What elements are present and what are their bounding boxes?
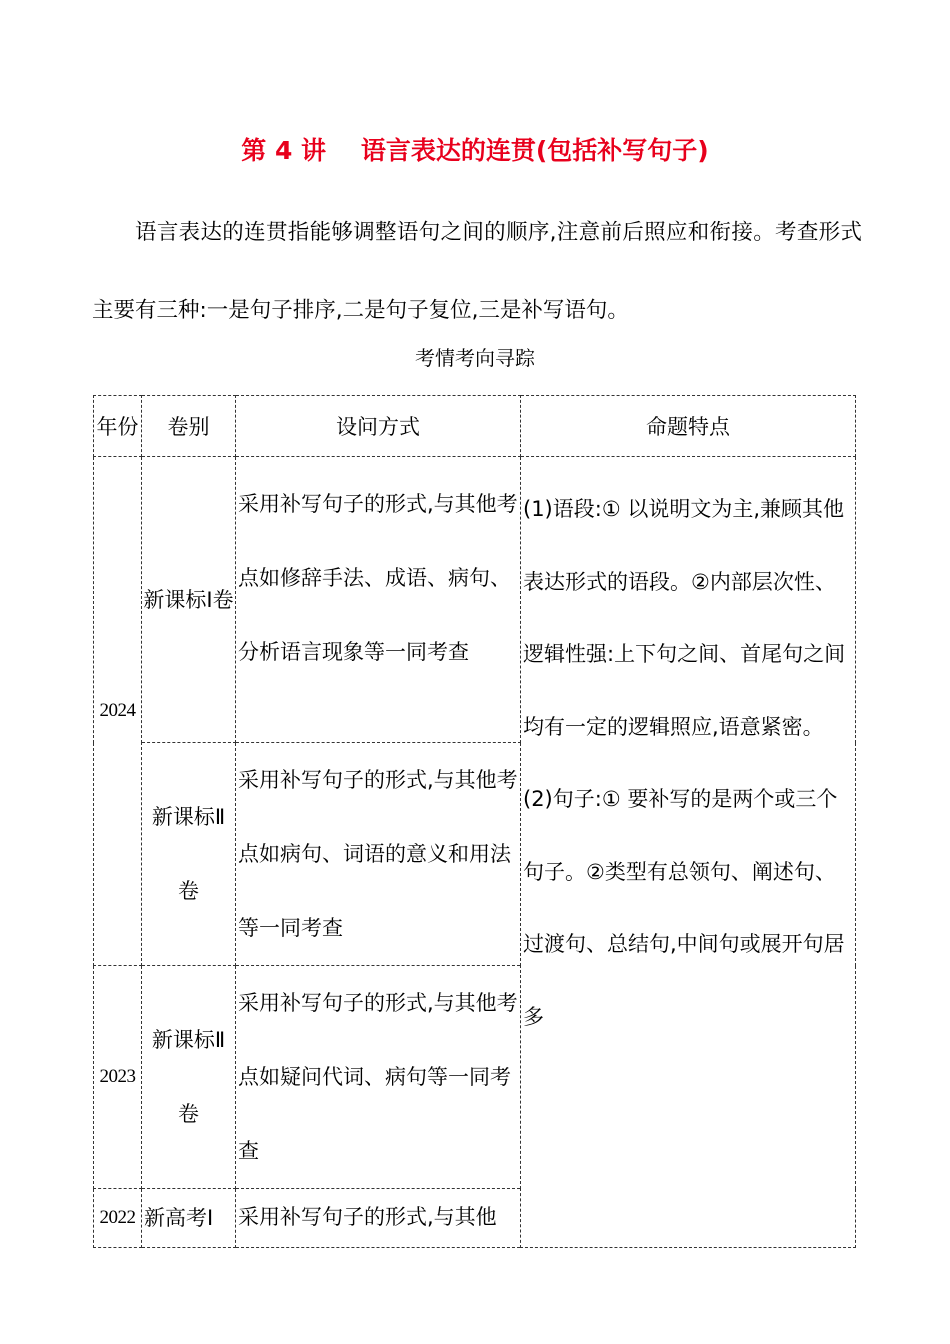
lesson-title: 第 4 讲 语言表达的连贯(包括补写句子) <box>241 136 709 165</box>
paper-cell: 新课标Ⅱ卷 <box>142 743 236 966</box>
exam-trend-table <box>93 395 856 1248</box>
year-cell: 2022 <box>94 1189 142 1248</box>
paper-cell: 新课标Ⅰ卷 <box>142 457 236 743</box>
header-paper: 卷别 <box>142 396 236 457</box>
year-cell: 2023 <box>94 966 142 1189</box>
features-part-1: (1)语段:① 以说明文为主,兼顾其他表达形式的语段。②内部层次性、逻辑性强:上下句之间、首尾句之间均有一定的逻辑照应,语意紧密。 <box>523 497 846 739</box>
paper-cell: 新高考Ⅰ <box>142 1189 236 1248</box>
header-year: 年份 <box>94 396 142 457</box>
table-caption: 考情考向寻踪 <box>415 346 535 370</box>
method-cell: 采用补写句子的形式,与其他 <box>236 1189 521 1248</box>
table-header-row <box>94 396 856 457</box>
method-cell: 采用补写句子的形式,与其他考点如修辞手法、成语、病句、分析语言现象等一同考查 <box>236 457 521 743</box>
features-cell <box>521 457 856 1248</box>
year-cell: 2024 <box>94 457 142 966</box>
features-part-2: (2)句子:① 要补写的是两个或三个句子。②类型有总领句、阐述句、过渡句、总结句,中间句或展开句居多 <box>523 787 845 1029</box>
header-method: 设问方式 <box>236 396 521 457</box>
table-row <box>94 457 856 743</box>
method-cell: 采用补写句子的形式,与其他考点如病句、词语的意义和用法等一同考查 <box>236 743 521 966</box>
paper-cell: 新课标Ⅱ卷 <box>142 966 236 1189</box>
method-cell: 采用补写句子的形式,与其他考点如疑问代词、病句等一同考查 <box>236 966 521 1189</box>
header-features: 命题特点 <box>521 396 856 457</box>
intro-paragraph: 语言表达的连贯指能够调整语句之间的顺序,注意前后照应和衔接。考查形式主要有三种:一是句子排序,二是句子复位,三是补写语句。 <box>92 220 862 323</box>
